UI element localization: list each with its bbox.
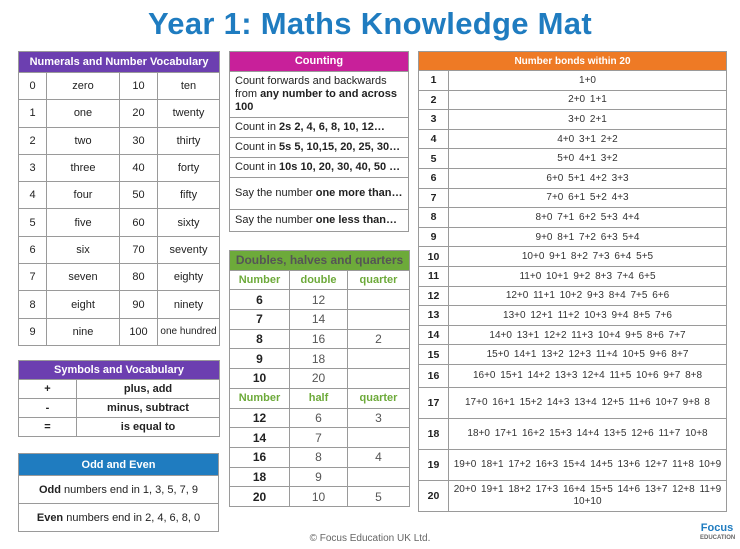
- number-cell: 7: [230, 310, 290, 330]
- number-cell: 18: [230, 467, 290, 487]
- bond-number: 1: [419, 71, 449, 91]
- symbol-row: [19, 380, 220, 399]
- bond-row: [419, 110, 727, 130]
- one-less-bold: one less than…: [315, 214, 398, 226]
- bond-pairs: 12+0 11+1 10+2 9+3 8+4 7+5 6+6: [449, 286, 727, 306]
- numeral-digit: 5: [19, 209, 47, 236]
- even-row: [19, 504, 219, 532]
- counting-intro: [230, 72, 409, 118]
- tens-digit: 40: [120, 154, 158, 181]
- symbol: -: [19, 399, 77, 418]
- doubles-header: Doubles, halves and quarters: [230, 251, 410, 271]
- bond-number: 12: [419, 286, 449, 306]
- numeral-word: eight: [47, 291, 120, 318]
- numeral-row: [19, 154, 220, 181]
- one-less-than: [230, 210, 409, 232]
- counting-table: [229, 51, 409, 232]
- bond-pairs: 16+0 15+1 14+2 13+3 12+4 11+5 10+6 9+7 8+8: [449, 364, 727, 387]
- symbols-header: Symbols and Vocabulary: [19, 361, 220, 380]
- tens-digit: 20: [120, 100, 158, 127]
- bond-row: [419, 418, 727, 449]
- number-cell: 14: [230, 428, 290, 448]
- number-cell: 16: [230, 447, 290, 467]
- numeral-word: six: [47, 236, 120, 263]
- bond-pairs: 10+0 9+1 8+2 7+3 6+4 5+5: [449, 247, 727, 267]
- logo-subtext: EDUCATION: [700, 535, 736, 541]
- numeral-word: three: [47, 154, 120, 181]
- number-cell: 20: [230, 487, 290, 507]
- bond-row: [419, 188, 727, 208]
- numeral-digit: 0: [19, 73, 47, 100]
- bond-number: 15: [419, 345, 449, 365]
- bond-pairs: 9+0 8+1 7+2 6+3 5+4: [449, 227, 727, 247]
- numeral-word: one: [47, 100, 120, 127]
- column-heading: double: [290, 270, 348, 290]
- doubles-row: [230, 467, 410, 487]
- bond-row: [419, 306, 727, 326]
- column-heading: quarter: [348, 388, 410, 408]
- number-cell: 6: [230, 290, 290, 310]
- quarter-cell: 2: [348, 329, 410, 349]
- bond-pairs: 20+0 19+1 18+2 17+3 16+4 15+5 14+6 13+7 12+8 11+9 10+10: [449, 480, 727, 511]
- bond-number: 18: [419, 418, 449, 449]
- bond-pairs: 17+0 16+1 15+2 14+3 13+4 12+5 11+6 10+7 9+8 8: [449, 387, 727, 418]
- bond-row: [419, 149, 727, 169]
- count-10s-bold: 10s 10, 20, 30, 40, 50 …: [279, 161, 401, 173]
- number-cell: 10: [230, 369, 290, 389]
- count-10s-text: Count in: [235, 161, 280, 173]
- numeral-digit: 7: [19, 264, 47, 291]
- doubles-row: [230, 310, 410, 330]
- result-cell: 8: [290, 447, 348, 467]
- bond-number: 9: [419, 227, 449, 247]
- bond-pairs: 11+0 10+1 9+2 8+3 7+4 6+5: [449, 266, 727, 286]
- count-5s-text: Count in: [235, 141, 280, 153]
- numeral-row: [19, 127, 220, 154]
- bond-row: [419, 129, 727, 149]
- numerals-table: [18, 51, 220, 346]
- numeral-row: [19, 264, 220, 291]
- one-more-text: Say the number: [235, 187, 316, 199]
- tens-word: forty: [158, 154, 220, 181]
- one-less-text: Say the number: [235, 214, 316, 226]
- quarter-cell: [348, 369, 410, 389]
- numeral-digit: 8: [19, 291, 47, 318]
- result-cell: 20: [290, 369, 348, 389]
- column-heading: quarter: [348, 270, 410, 290]
- result-cell: 14: [290, 310, 348, 330]
- tens-digit: 60: [120, 209, 158, 236]
- tens-word: fifty: [158, 182, 220, 209]
- odd-even-header: Odd and Even: [19, 454, 219, 476]
- result-cell: 10: [290, 487, 348, 507]
- numeral-row: [19, 291, 220, 318]
- tens-word: thirty: [158, 127, 220, 154]
- number-cell: 8: [230, 329, 290, 349]
- number-bonds-table: [418, 51, 727, 512]
- bond-pairs: 3+0 2+1: [449, 110, 727, 130]
- doubles-row: [230, 369, 410, 389]
- odd-text: numbers end in 1, 3, 5, 7, 9: [61, 483, 198, 496]
- tens-word: ninety: [158, 291, 220, 318]
- quarter-cell: 5: [348, 487, 410, 507]
- column-heading: half: [290, 388, 348, 408]
- doubles-row: [230, 428, 410, 448]
- doubles-subheader: [230, 270, 410, 290]
- bond-number: 17: [419, 387, 449, 418]
- symbol-meaning: is equal to: [77, 418, 220, 437]
- numerals-header: Numerals and Number Vocabulary: [19, 52, 220, 73]
- tens-word: ten: [158, 73, 220, 100]
- bond-pairs: 19+0 18+1 17+2 16+3 15+4 14+5 13+6 12+7 11+8 10+9: [449, 449, 727, 480]
- count-in-10s: [230, 158, 409, 178]
- doubles-row: [230, 408, 410, 428]
- odd-label: Odd: [39, 483, 61, 496]
- bonds-header: Number bonds within 20: [419, 52, 727, 71]
- symbol: +: [19, 380, 77, 399]
- doubles-row: [230, 329, 410, 349]
- numeral-row: [19, 182, 220, 209]
- numeral-word: seven: [47, 264, 120, 291]
- symbol-row: [19, 418, 220, 437]
- result-cell: 12: [290, 290, 348, 310]
- result-cell: 7: [290, 428, 348, 448]
- tens-digit: 50: [120, 182, 158, 209]
- doubles-row: [230, 290, 410, 310]
- doubles-row: [230, 447, 410, 467]
- numeral-word: four: [47, 182, 120, 209]
- bond-number: 19: [419, 449, 449, 480]
- bond-number: 5: [419, 149, 449, 169]
- column-heading: Number: [230, 270, 290, 290]
- numeral-word: nine: [47, 318, 120, 345]
- quarter-cell: 3: [348, 408, 410, 428]
- even-text: numbers end in 2, 4, 6, 8, 0: [63, 511, 201, 524]
- numeral-word: five: [47, 209, 120, 236]
- numeral-digit: 3: [19, 154, 47, 181]
- result-cell: 18: [290, 349, 348, 369]
- result-cell: 9: [290, 467, 348, 487]
- even-label: Even: [36, 511, 64, 524]
- bond-pairs: 13+0 12+1 11+2 10+3 9+4 8+5 7+6: [449, 306, 727, 326]
- focus-logo: [700, 523, 734, 545]
- counting-intro-text: Count forwards and backwards from: [235, 75, 387, 100]
- bond-row: [419, 168, 727, 188]
- count-2s-text: Count in: [235, 121, 280, 133]
- numeral-row: [19, 100, 220, 127]
- count-2s-bold: 2s 2, 4, 6, 8, 10, 12…: [279, 121, 385, 133]
- bond-row: [419, 71, 727, 91]
- tens-digit: 10: [120, 73, 158, 100]
- bond-number: 20: [419, 480, 449, 511]
- bond-number: 16: [419, 364, 449, 387]
- numeral-digit: 1: [19, 100, 47, 127]
- symbol: =: [19, 418, 77, 437]
- count-5s-bold: 5s 5, 10,15, 20, 25, 30…: [279, 141, 401, 153]
- bond-row: [419, 247, 727, 267]
- numeral-row: [19, 236, 220, 263]
- bond-row: [419, 325, 727, 345]
- quarter-cell: [348, 290, 410, 310]
- one-more-than: [230, 178, 409, 210]
- count-in-5s: [230, 138, 409, 158]
- symbol-row: [19, 399, 220, 418]
- bond-number: 2: [419, 90, 449, 110]
- bond-pairs: 8+0 7+1 6+2 5+3 4+4: [449, 208, 727, 228]
- bond-number: 10: [419, 247, 449, 267]
- tens-digit: 70: [120, 236, 158, 263]
- bond-row: [419, 480, 727, 511]
- column-heading: Number: [230, 388, 290, 408]
- bond-pairs: 2+0 1+1: [449, 90, 727, 110]
- quarter-cell: [348, 428, 410, 448]
- bond-row: [419, 286, 727, 306]
- bond-pairs: 5+0 4+1 3+2: [449, 149, 727, 169]
- bond-row: [419, 364, 727, 387]
- quarter-cell: [348, 467, 410, 487]
- quarter-cell: [348, 310, 410, 330]
- tens-word: seventy: [158, 236, 220, 263]
- counting-intro-bold: any number to and across 100: [235, 88, 397, 113]
- bond-number: 14: [419, 325, 449, 345]
- one-more-bold: one more than…: [315, 187, 403, 199]
- numeral-word: zero: [47, 73, 120, 100]
- doubles-row: [230, 349, 410, 369]
- tens-word: sixty: [158, 209, 220, 236]
- tens-word: twenty: [158, 100, 220, 127]
- doubles-row: [230, 487, 410, 507]
- bond-row: [419, 345, 727, 365]
- logo-text: Focus: [700, 522, 734, 534]
- bond-pairs: 4+0 3+1 2+2: [449, 129, 727, 149]
- symbol-meaning: plus, add: [77, 380, 220, 399]
- bond-pairs: 6+0 5+1 4+2 3+3: [449, 168, 727, 188]
- numeral-row: [19, 209, 220, 236]
- bond-row: [419, 449, 727, 480]
- quarter-cell: 4: [348, 447, 410, 467]
- numeral-digit: 6: [19, 236, 47, 263]
- bond-pairs: 15+0 14+1 13+2 12+3 11+4 10+5 9+6 8+7: [449, 345, 727, 365]
- tens-digit: 80: [120, 264, 158, 291]
- symbol-meaning: minus, subtract: [77, 399, 220, 418]
- bond-number: 4: [419, 129, 449, 149]
- numeral-digit: 9: [19, 318, 47, 345]
- bond-pairs: 1+0: [449, 71, 727, 91]
- numeral-row: [19, 318, 220, 345]
- tens-digit: 30: [120, 127, 158, 154]
- bond-number: 13: [419, 306, 449, 326]
- bond-number: 3: [419, 110, 449, 130]
- count-in-2s: [230, 118, 409, 138]
- numeral-word: two: [47, 127, 120, 154]
- odd-row: [19, 476, 219, 504]
- tens-word: eighty: [158, 264, 220, 291]
- page-title: Year 1: Maths Knowledge Mat: [148, 6, 592, 41]
- symbols-table: [18, 360, 220, 437]
- bond-number: 7: [419, 188, 449, 208]
- result-cell: 16: [290, 329, 348, 349]
- bond-row: [419, 227, 727, 247]
- counting-header: Counting: [230, 52, 409, 72]
- bond-number: 11: [419, 266, 449, 286]
- number-cell: 9: [230, 349, 290, 369]
- odd-even-table: [18, 453, 219, 532]
- footer-copyright: © Focus Education UK Ltd.: [309, 533, 431, 544]
- bond-pairs: 7+0 6+1 5+2 4+3: [449, 188, 727, 208]
- bond-row: [419, 90, 727, 110]
- tens-digit: 100: [120, 318, 158, 345]
- quarter-cell: [348, 349, 410, 369]
- bond-row: [419, 266, 727, 286]
- bond-row: [419, 208, 727, 228]
- bond-pairs: 18+0 17+1 16+2 15+3 14+4 13+5 12+6 11+7 10+8: [449, 418, 727, 449]
- doubles-subheader: [230, 388, 410, 408]
- bond-number: 8: [419, 208, 449, 228]
- bond-row: [419, 387, 727, 418]
- bond-pairs: 14+0 13+1 12+2 11+3 10+4 9+5 8+6 7+7: [449, 325, 727, 345]
- doubles-table: [229, 250, 410, 507]
- result-cell: 6: [290, 408, 348, 428]
- tens-digit: 90: [120, 291, 158, 318]
- numeral-digit: 2: [19, 127, 47, 154]
- tens-word: one hundred: [158, 318, 220, 345]
- numeral-digit: 4: [19, 182, 47, 209]
- bond-number: 6: [419, 168, 449, 188]
- number-cell: 12: [230, 408, 290, 428]
- numeral-row: [19, 73, 220, 100]
